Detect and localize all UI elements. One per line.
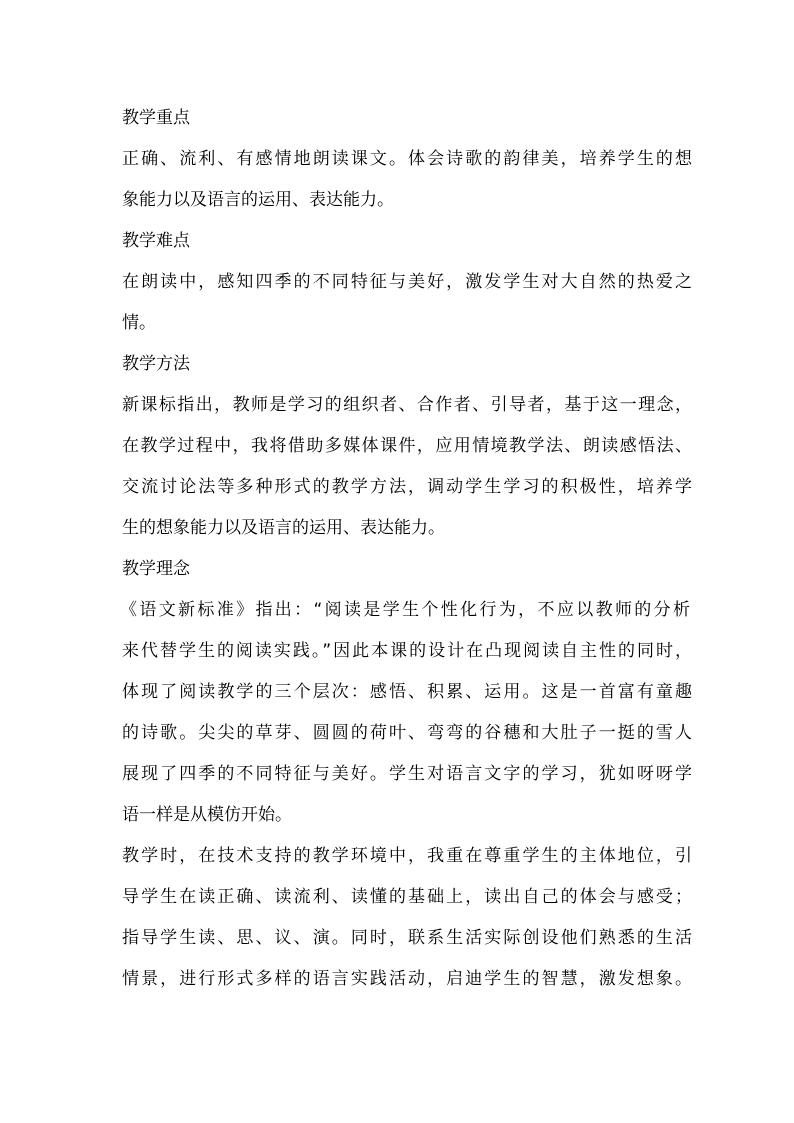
paragraph-line: 的诗歌。尖尖的草芽、圆圆的荷叶、弯弯的谷穗和大肚子一挺的雪人 [122, 723, 692, 743]
paragraph-line: 体现了阅读教学的三个层次：感悟、积累、运用。这是一首富有童趣 [122, 682, 692, 702]
paragraph-line: 来代替学生的阅读实践。”因此本课的设计在凸现阅读自主性的同时， [122, 641, 692, 661]
paragraph-line: 语一样是从模仿开始。 [122, 805, 292, 825]
paragraph-line: 生的想象能力以及语言的运用、表达能力。 [122, 518, 445, 538]
paragraph-line: 交流讨论法等多种形式的教学方法，调动学生学习的积极性，培养学 [122, 477, 692, 497]
paragraph-line: 指导学生读、思、议、演。同时，联系生活实际创设他们熟悉的生活 [122, 928, 692, 948]
heading-teaching-method: 教学方法 [122, 354, 190, 374]
paragraph-line: 在教学过程中，我将借助多媒体课件，应用情境教学法、朗读感悟法、 [122, 436, 692, 456]
paragraph-line: 教学时，在技术支持的教学环境中，我重在尊重学生的主体地位，引 [122, 846, 692, 866]
heading-teaching-difficulty: 教学难点 [122, 231, 190, 251]
paragraph-line: 正确、流利、有感情地朗读课文。体会诗歌的韵律美，培养学生的想 [122, 149, 692, 169]
paragraph-line: 情。 [122, 313, 156, 333]
paragraph-line: 新课标指出，教师是学习的组织者、合作者、引导者，基于这一理念， [122, 395, 692, 415]
paragraph-line: 《语文新标准》指出：“阅读是学生个性化行为，不应以教师的分析 [120, 600, 690, 620]
paragraph-line: 情景，进行形式多样的语言实践活动，启迪学生的智慧，激发想象。 [122, 969, 692, 989]
paragraph-line: 导学生在读正确、读流利、读懂的基础上，读出自己的体会与感受； [122, 887, 692, 907]
heading-teaching-philosophy: 教学理念 [122, 559, 190, 579]
heading-teaching-focus: 教学重点 [122, 108, 190, 128]
paragraph-line: 象能力以及语言的运用、表达能力。 [122, 190, 394, 210]
paragraph-line: 展现了四季的不同特征与美好。学生对语言文字的学习，犹如呀呀学 [122, 764, 692, 784]
paragraph-line: 在朗读中，感知四季的不同特征与美好，激发学生对大自然的热爱之 [122, 272, 692, 292]
